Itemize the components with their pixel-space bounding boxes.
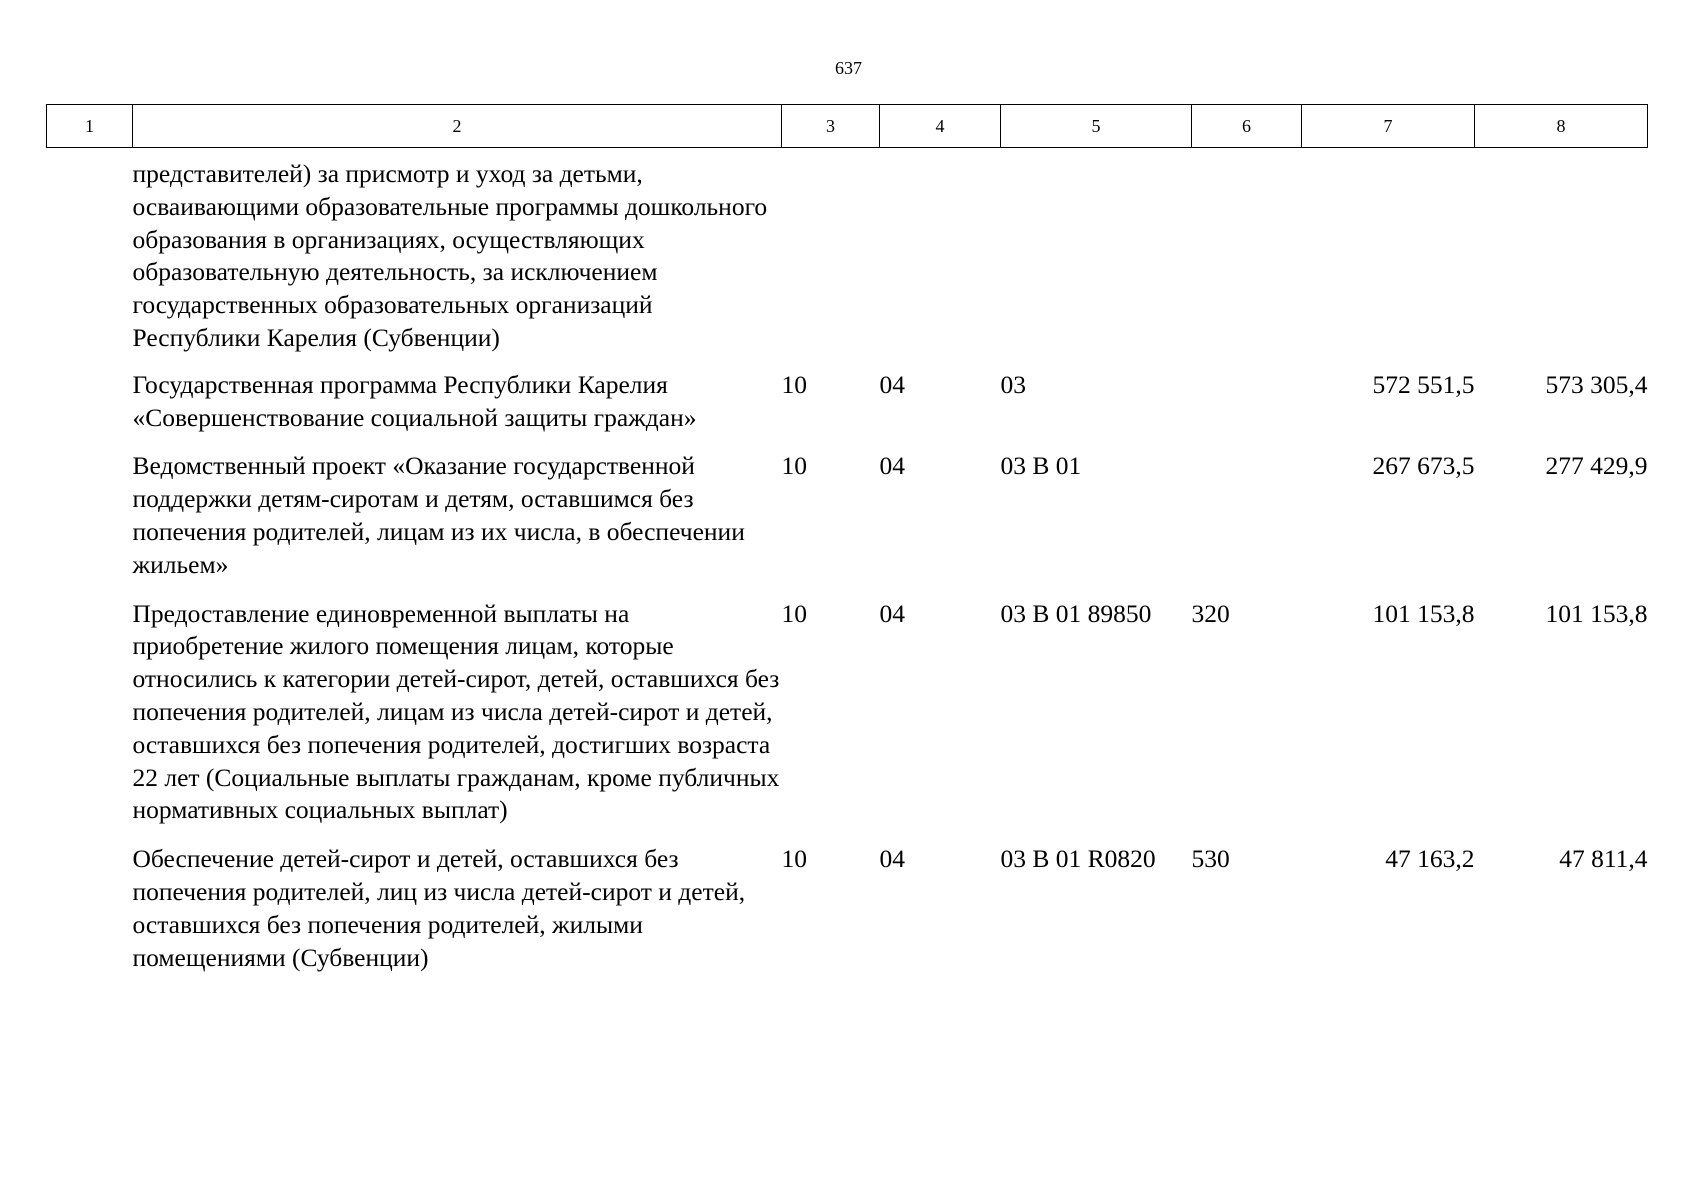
cell-amount-8	[1475, 148, 1648, 369]
cell-subsection: 04	[879, 369, 905, 399]
cell-expense-type: 530	[1191, 844, 1230, 874]
table-body	[47, 148, 1648, 991]
header-col-1: 1	[47, 105, 133, 148]
row-description: представителей) за присмотр и уход за детьми, осваивающими образовательные программы дошкольного образования в организациях, осуществляющих образовательную деятельность, за исключением государственных образовательных организаций Республики Карелия (Субвенции)	[132, 159, 768, 352]
cell-section: 10	[781, 844, 807, 874]
table-row	[47, 843, 1648, 990]
cell-amount-8: 101 153,8	[1545, 598, 1648, 628]
row-description: Ведомственный проект «Оказание государственной поддержки детям-сиротам и детям, оставшимся без попечения родителей, лицам из их числа, в обеспечении жильем»	[132, 451, 745, 579]
header-col-8: 8	[1475, 105, 1648, 148]
cell-target-code: 03 В 01 89850	[1000, 598, 1152, 628]
header-col-6: 6	[1192, 105, 1302, 148]
cell-col-1	[47, 598, 133, 844]
header-col-2: 2	[133, 105, 782, 148]
cell-amount-8: 47 811,4	[1559, 844, 1648, 874]
row-description: Государственная программа Республики Карелия «Совершенствование социальной защиты граждан»	[132, 369, 697, 432]
cell-subsection	[880, 148, 1001, 369]
table-row	[47, 148, 1648, 369]
page-number: 637	[835, 58, 862, 78]
cell-amount-8: 277 429,9	[1545, 451, 1648, 481]
cell-target-code: 03 В 01 R0820	[1000, 844, 1156, 874]
cell-col-1	[47, 843, 133, 990]
cell-col-1	[47, 450, 133, 597]
header-col-3: 3	[782, 105, 880, 148]
cell-amount-7: 572 551,5	[1372, 369, 1475, 399]
cell-expense-type	[1192, 148, 1302, 369]
row-description: Обеспечение детей-сирот и детей, оставшихся без попечения родителей, лиц из числа детей-сирот и детей, оставшихся без попечения родителей, жилыми помещениями (Субвенции)	[132, 844, 746, 972]
cell-section	[782, 148, 880, 369]
cell-subsection: 04	[879, 451, 905, 481]
cell-section: 10	[781, 598, 807, 628]
table-header	[47, 105, 1648, 148]
table-row	[47, 450, 1648, 597]
cell-amount-7: 101 153,8	[1372, 598, 1475, 628]
row-description: Предоставление единовременной выплаты на приобретение жилого помещения лицам, которые относились к категории детей-сирот, детей, оставшихся без попечения родителей, лицам из числа детей-сирот и детей, оставшихся без попечения родителей, достигших возраста 22 лет (Социальные выплаты гражданам, кроме публичных нормативных социальных выплат)	[132, 598, 780, 825]
table-row	[47, 598, 1648, 844]
header-col-7: 7	[1302, 105, 1475, 148]
header-col-5: 5	[1001, 105, 1192, 148]
cell-expense-type	[1192, 369, 1302, 451]
cell-expense-type: 320	[1191, 598, 1230, 628]
cell-subsection: 04	[879, 844, 905, 874]
cell-section: 10	[781, 451, 807, 481]
budget-table	[46, 104, 1648, 990]
cell-amount-8: 573 305,4	[1545, 369, 1648, 399]
cell-target-code: 03 В 01	[1000, 451, 1082, 481]
cell-target-code: 03	[1000, 369, 1026, 399]
cell-amount-7: 47 163,2	[1385, 844, 1475, 874]
cell-target-code	[1001, 148, 1192, 369]
cell-amount-7: 267 673,5	[1372, 451, 1475, 481]
cell-col-1	[47, 369, 133, 451]
table-row	[47, 369, 1648, 451]
cell-col-1	[47, 148, 133, 369]
cell-expense-type	[1192, 450, 1302, 597]
cell-section: 10	[781, 369, 807, 399]
cell-subsection: 04	[879, 598, 905, 628]
header-col-4: 4	[880, 105, 1001, 148]
cell-amount-7	[1302, 148, 1475, 369]
header-row	[47, 105, 1648, 148]
